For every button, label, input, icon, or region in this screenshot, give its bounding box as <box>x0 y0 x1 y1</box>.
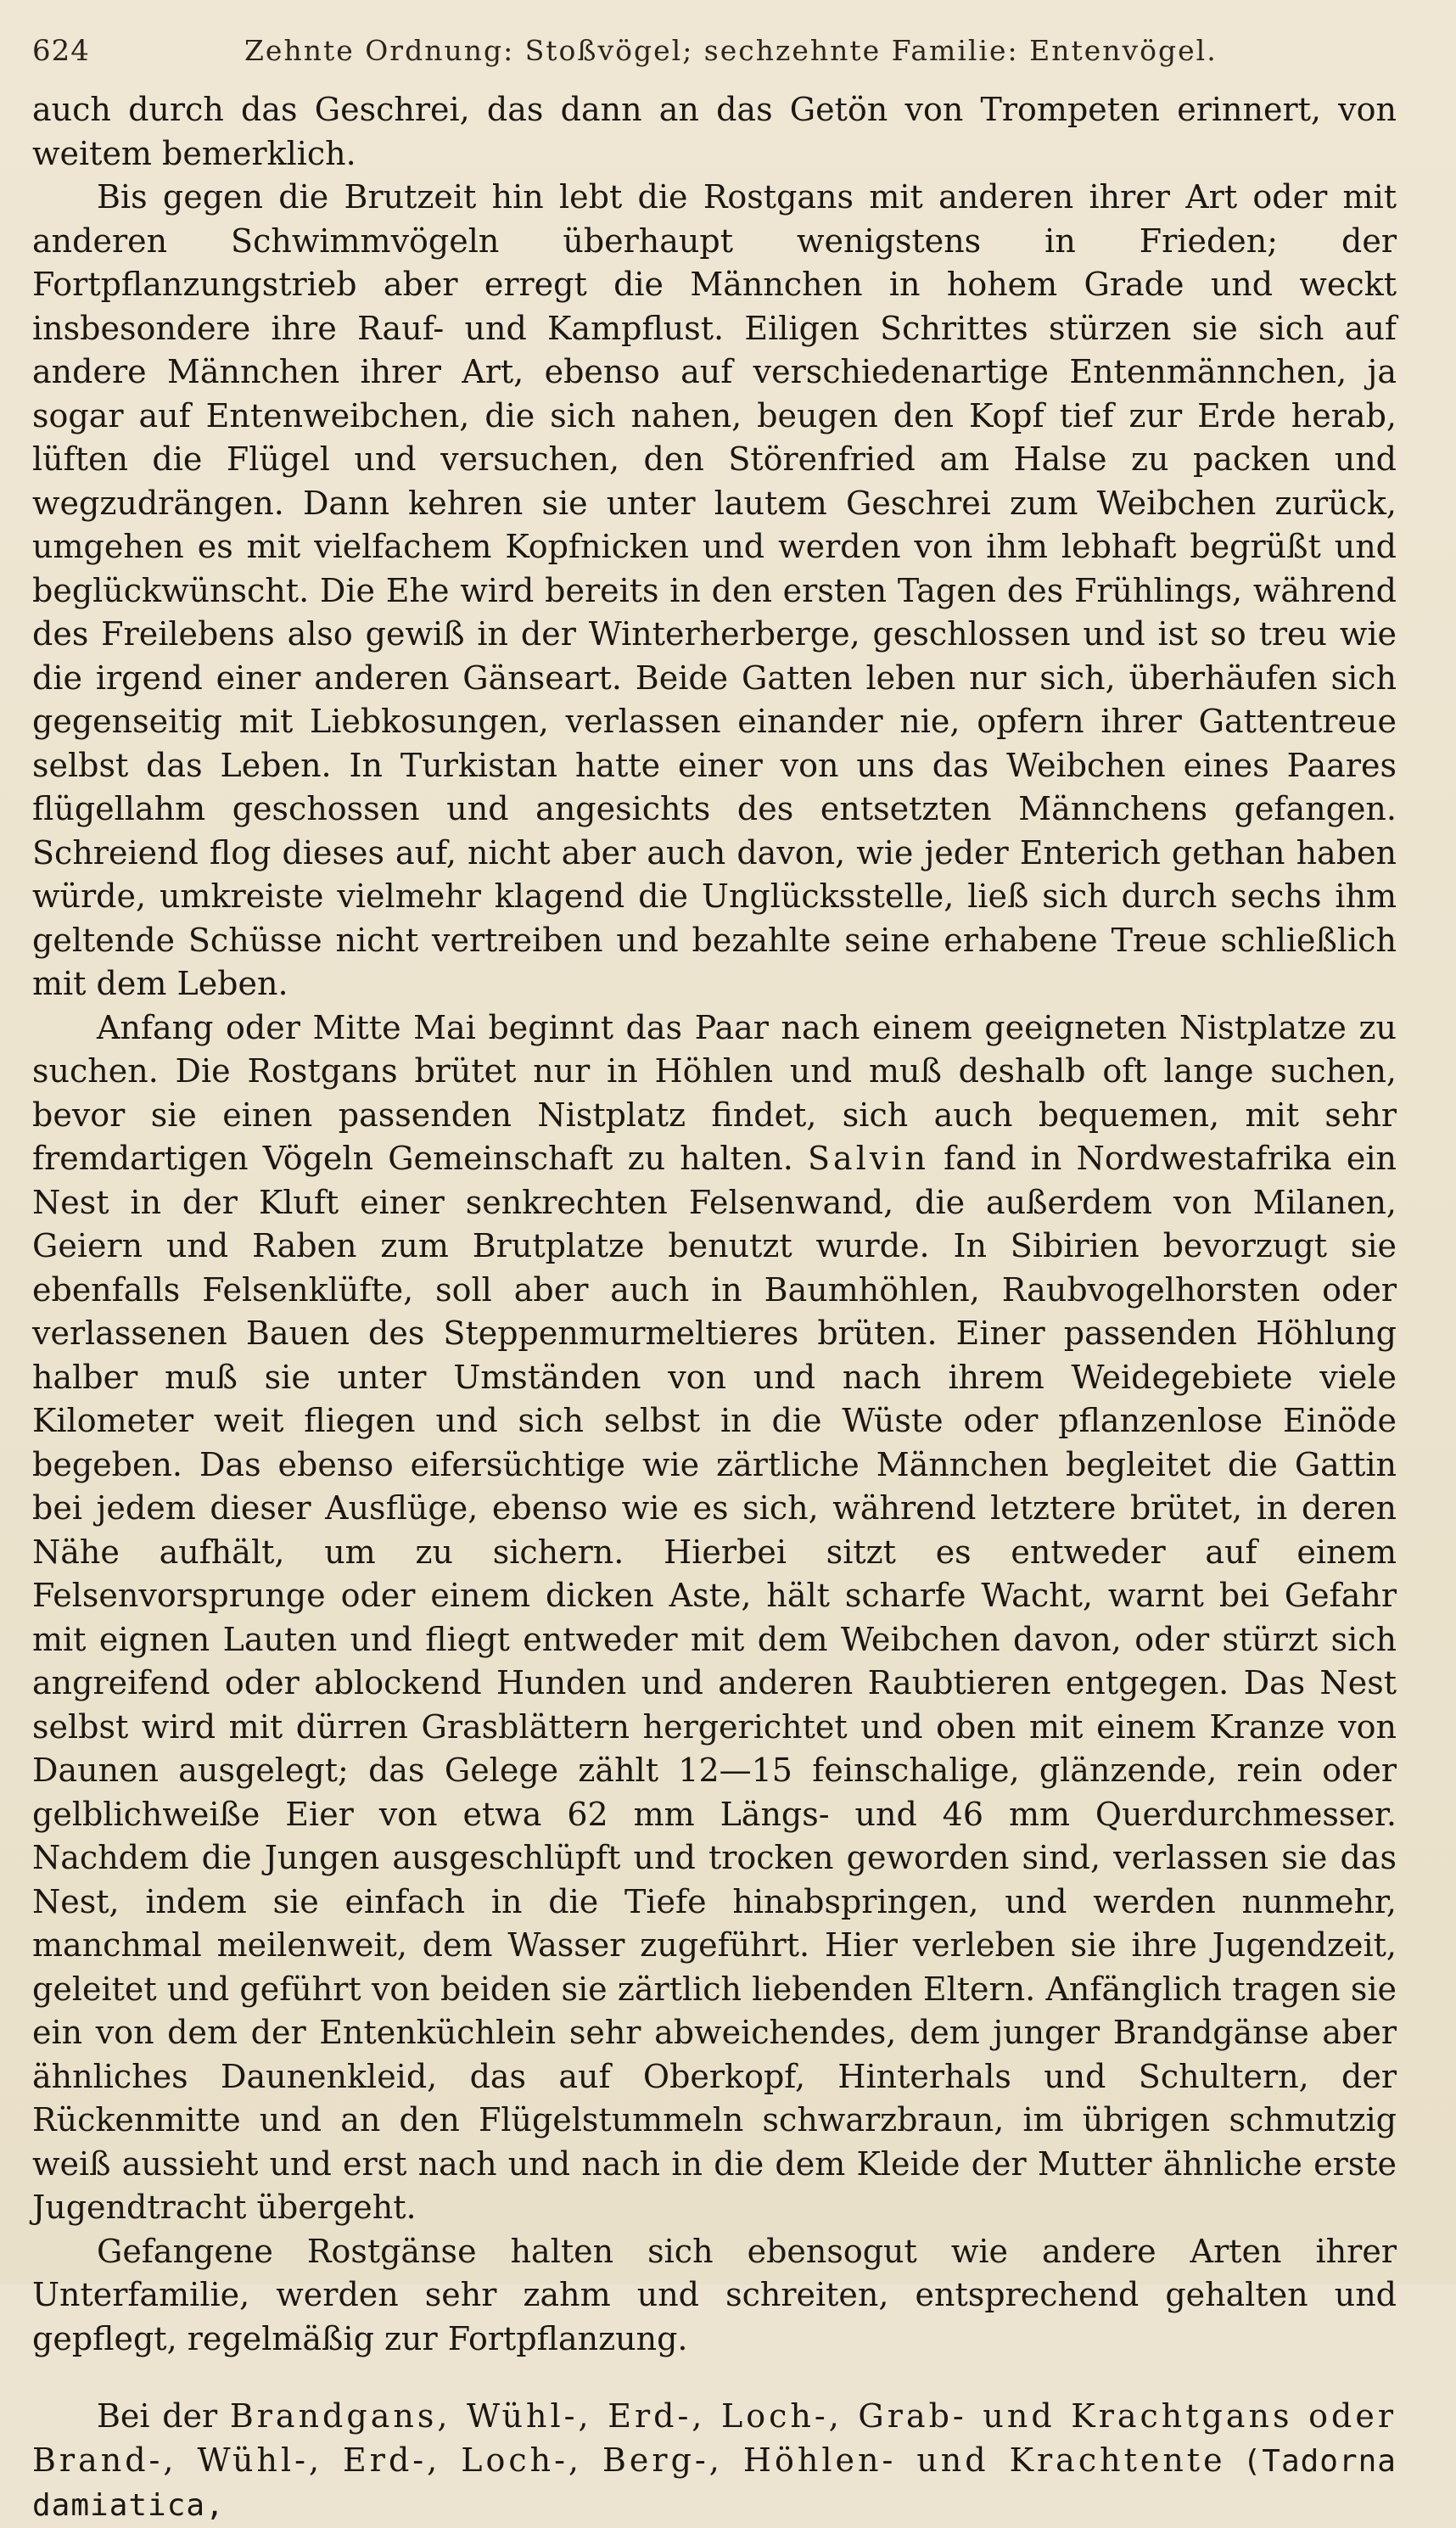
nesting-text-before: Anfang oder Mitte Mai beginnt das Paar nach einem geeigneten Nistplatze zu suchen. Die Rostgans brütet nur in Höhlen und muß deshalb oft lange suchen, bevor sie einen passenden Nistplatz findet, sich auch bequemen, mit sehr fremdartigen Vögeln Gemeinschaft zu halten. <box>32 1008 1397 1177</box>
paragraph-captivity: Gefangene Rostgänse halten sich ebensogut wie andere Arten ihrer Unterfamilie, werden sehr zahm und schreiten, entsprechend gehalten und gepflegt, regelmäßig zur Fortpflanzung. <box>32 2232 1397 2357</box>
species-names: Brandgans, Wühl-, Erd-, Loch-, Grab- und Krachtgans oder Brand-, Wühl-, Erd-, Loch-, Berg-, Höhlen- und Krachtente <box>32 2397 1397 2479</box>
brandgans-intro: Bei der <box>97 2397 218 2435</box>
body-text <box>32 88 1397 2528</box>
author-name: Salvin <box>808 1140 929 1177</box>
paragraph-brandgans <box>32 2395 1397 2528</box>
nesting-text-after: fand in Nordwestafrika ein Nest in der Kluft einer senkrechten Felsenwand, die außerdem von Milanen, Geiern und Raben zum Brutplatze benutzt wurde. In Sibirien bevorzugt sie ebenfalls Felsenklüfte, soll aber auch in Baumhöhlen, Raubvogelhorsten oder verlassenen Bauen des Steppenmurmeltieres brüten. Einer passenden Höhlung halber muß sie unter Umständen von und nach ihrem Weidegebiete viele Kilometer weit fliegen und sich selbst in die Wüste oder pflanzenlose Einöde begeben. Das ebenso eifersüchtige wie zärtliche Männchen begleitet die Gattin bei jedem dieser Ausflüge, ebenso wie es sich, während letztere brütet, in deren Nähe aufhält, um zu sichern. Hierbei sitzt es entweder auf einem Felsenvorsprunge oder einem dicken Aste, hält scharfe Wacht, warnt bei Gefahr mit eignen Lauten und fliegt entweder mit dem Weibchen davon, oder stürzt sich angreifend oder ablockend Hunden und anderen Raubtieren entgegen. Das Nest selbst wird mit dürren Grasblättern hergerichtet und oben mit einem Kranze von Daunen ausgelegt; das Gelege zählt 12—15 feinschalige, glänzende, rein oder gelblichweiße Eier von etwa 62 mm Längs- und 46 mm Querdurchmesser. Nachdem die Jungen ausgeschlüpft und trocken geworden sind, verlassen sie das Nest, indem sie einfach in die Tiefe hinabspringen, und werden nunmehr, manchmal meilenweit, dem Wasser zugeführt. Hier verleben sie ihre Jugendzeit, geleitet und geführt von beiden sie zärtlich liebenden Eltern. Anfänglich tragen sie ein von dem der Entenküchlein sehr abweichendes, dem junger Brandgänse aber ähnliches Daunenkleid, das auf Oberkopf, Hinterhals und Schultern, der Rückenmitte und an den Flügelstummeln schwarzbraun, im übrigen schmutzig weiß aussieht und erst nach und nach in die dem Kleide der Mutter ähnliche erste Jugendtracht übergeht. <box>32 1140 1397 2226</box>
latin-name: (Tadorna damiatica, <box>32 2443 1397 2523</box>
running-head <box>32 34 1397 88</box>
paragraph-continued: auch durch das Geschrei, das dann an das Getön von Trompeten erinnert, von weitem bemerklich. <box>32 91 1397 172</box>
paragraph-pairing: Bis gegen die Brutzeit hin lebt die Rostgans mit anderen ihrer Art oder mit anderen Schwimmvögeln überhaupt wenigstens in Frieden; der Fortpflanzungstrieb aber erregt die Männchen in hohem Grade und weckt insbesondere ihre Rauf- und Kampflust. Eiligen Schrittes stürzen sie sich auf andere Männchen ihrer Art, ebenso auf verschiedenartige Entenmännchen, ja sogar auf Entenweibchen, die sich nahen, beugen den Kopf tief zur Erde herab, lüften die Flügel und versuchen, den Störenfried am Halse zu packen und wegzudrängen. Dann kehren sie unter lautem Geschrei zum Weibchen zurück, umgehen es mit vielfachem Kopfnicken und werden von ihm lebhaft begrüßt und beglückwünscht. Die Ehe wird bereits in den ersten Tagen des Frühlings, während des Freilebens also gewiß in der Winterherberge, geschlossen und ist so treu wie die irgend einer anderen Gänseart. Beide Gatten leben nur sich, überhäufen sich gegenseitig mit Liebkosungen, verlassen einander nie, opfern ihrer Gattentreue selbst das Leben. In Turkistan hatte einer von uns das Weibchen eines Paares flügellahm geschossen und angesichts des entsetzten Männchens gefangen. Schreiend flog dieses auf, nicht aber auch davon, wie jeder Enterich gethan haben würde, umkreiste vielmehr klagend die Unglücksstelle, ließ sich durch sechs ihm geltende Schüsse nicht vertreiben und bezahlte seine erhabene Treue schließlich mit dem Leben. <box>32 178 1397 1002</box>
running-head-title: Zehnte Ordnung: Stoßvögel; sechzehnte Familie: Entenvögel. <box>244 34 1218 67</box>
page-number: 624 <box>32 34 90 68</box>
paragraph-nesting <box>32 1006 1397 2230</box>
